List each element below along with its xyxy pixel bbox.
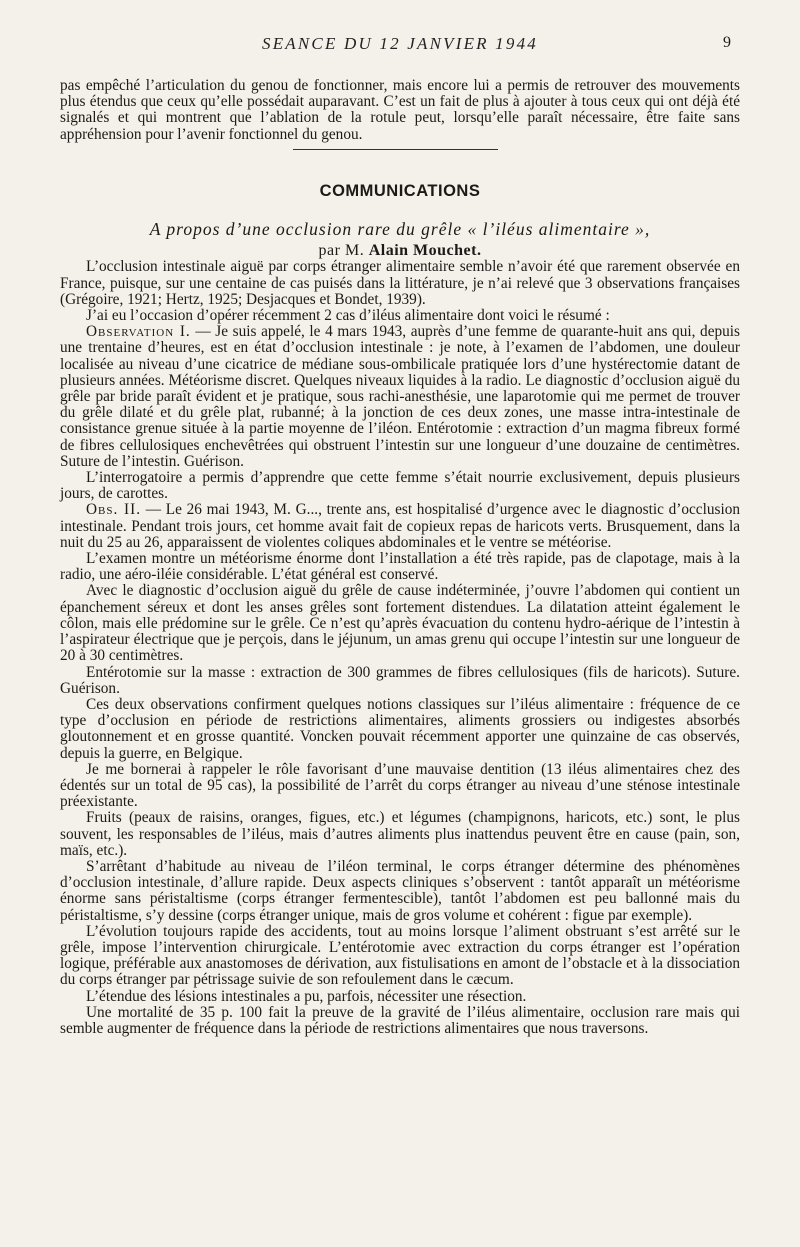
observation-1-text: — Je suis appelé, le 4 mars 1943, auprès d’une femme de quarante-huit ans qui, depuis une trentaine d’heures, est en état d’occlusion intestinale : je note, à l’examen de l’abdomen, une douleur localisée au niveau d’une cicatrice de médiane sous-ombilicale pratiquée lors d’une hystérectomie datant de plusieurs années. Météorisme discret. Quelques niveaux liquides à la radio. Le diagnostic d’occlusion aiguë du grêle par bride paraît évident et je pratique, sous rachi-anesthésie, une laparotomie qui me permet de trouver du grêle dilaté et du grêle plat, rubanné; à la jonction de ces deux zones, une masse intra-intestinale de consistance grenue située à la partie moyenne de l’iléon. Entérotomie : extraction d’un magma fibreux formé de fibres cellulosiques enchevêtrées qui obstruent l’intestin sur une longueur d’une douzaine de centimètres. Suture de l’intestin. Guérison. — [60, 323, 740, 470]
discussion-paragraph: Je me bornerai à rappeler le rôle favorisant d’une mauvaise dentition (13 iléus alimentaires chez des édentés sur un total de 95 cas), la possibilité de l’arrêt du corps étranger au niveau d’une sténose intestinale préexistante. — [60, 760, 740, 811]
page-number: 9 — [723, 34, 731, 51]
section-divider — [293, 149, 498, 150]
discussion-paragraph: Ces deux observations confirment quelques notions classiques sur l’iléus alimentaire : fréquence de ce type d’occlusion en période de restrictions alimentaires, aliments grossiers ou indigestes absorbés gloutonnement et en grosse quantité. Voncken pouvait récemment apporter une quinzaine de cas observés, depuis la guerre, en Belgique. — [60, 695, 740, 762]
observation-2-text: — Le 26 mai 1943, M. G..., trente ans, est hospitalisé d’urgence avec le diagnostic d’occlusion intestinale. Pendant trois jours, cet homme avait fait de copieux repas de haricots verts. Brusquement, dans la nuit du 25 au 26, apparaissent de violentes coliques abdominales et le ventre se météorise. — [60, 501, 740, 551]
running-head — [0, 34, 800, 58]
observation-2-exam: L’examen montre un météorisme énorme dont l’installation a été très rapide, pas de clapotage, mais à la radio, une aéro-iléie considérable. L’état général est conservé. — [60, 550, 740, 584]
discussion-paragraph: S’arrêtant d’habitude au niveau de l’iléon terminal, le corps étranger détermine des phénomènes d’occlusion intestinale, d’allure rapide. Deux aspects cliniques s’observent : tantôt apparaît un météorisme énorme sans péristaltisme (corps étranger fermentescible), tantôt l’abdomen est peu ballonné mais du péristaltisme, s’y dessine (corps étranger unique, mais de gros volume et cohérent : figue par exemple). — [60, 857, 740, 924]
discussion-paragraph: L’évolution toujours rapide des accidents, tout au moins lorsque l’aliment obstruant s’est arrêté sur le grêle, impose l’intervention chirurgicale. L’entérotomie avec extraction du corps étranger est l’opération logique, préférable aux anastomoses de dérivation, aux fistulisations en amont de l’obstacle et à la dissociation du corps étranger par pétrissage suivie de son refoulement dans le cæcum. — [60, 922, 740, 989]
article-title: A propos d’une occlusion rare du grêle « l’iléus alimentaire », — [149, 219, 651, 240]
conclusion-paragraph: Une mortalité de 35 p. 100 fait la preuve de la gravité de l’iléus alimentaire, occlusion rare mais qui semble augmenter de fréquence dans la période de restrictions alimentaires que nous traversons. — [60, 1003, 740, 1037]
discussion-paragraph: L’étendue des lésions intestinales a pu, parfois, nécessiter une résection. — [86, 987, 527, 1005]
byline — [60, 243, 740, 259]
article-body — [60, 78, 740, 1037]
observation-2-operation: Avec le diagnostic d’occlusion aiguë du grêle de cause indéterminée, j’ouvre l’abdomen qui contient un épanchement séreux et dont les anses grêles sont fortement distendues. La dilatation atteint également le côlon, mais elle prédomine sur le grêle. Ce n’est qu’après évacuation du contenu hydro-aérique de l’intestin à l’aspirateur électrique que je perçois, dans le jéjunum, un amas grenu qui occupe l’intestin sur une longueur de 20 à 30 centimètres. — [60, 582, 740, 665]
section-title: COMMUNICATIONS — [319, 181, 481, 200]
discussion-paragraph: Fruits (peaux de raisins, oranges, figues, etc.) et légumes (champignons, haricots, etc.) sont, le plus souvent, les responsables de l’iléus, mais d’autres aliments plus inattendus peuvent être en cause (pain, son, maïs, etc.). — [60, 809, 740, 859]
paragraph-cases: J’ai eu l’occasion d’opérer récemment 2 cas d’iléus alimentaire dont voici le résumé : — [86, 307, 610, 325]
paragraph-introduction: L’occlusion intestinale aiguë par corps étranger alimentaire semble n’avoir été que rarement observée en France, puisque, sur une centaine de cas puisés dans la littérature, je n’ai relevé que 3 observations françaises (Grégoire, 1921; Hertz, 1925; Desjacques et Bondet, 1939). — [60, 258, 740, 308]
observation-2-label: Obs. II. — [86, 501, 142, 519]
running-title: SEANCE DU 12 JANVIER 1944 — [262, 34, 538, 53]
byline-prefix: par M. — [318, 242, 365, 260]
observation-2 — [60, 502, 740, 551]
observation-1 — [60, 324, 740, 470]
observation-1-label: Observation I. — [86, 323, 191, 341]
observation-1-follow-up: L’interrogatoire a permis d’apprendre que cette femme s’était nourrie exclusivement, depuis plusieurs jours, de carottes. — [60, 469, 740, 503]
intro-paragraph: pas empêché l’articulation du genou de fonctionner, mais encore lui a permis de retrouver des mouvements plus étendus que ceux qu’elle possédait auparavant. C’est un fait de plus à ajouter à tous ceux qui ont déjà été signalés et qui montrent que l’ablation de la rotule peut, lorsqu’elle paraît nécessaire, être faite sans appréhension pour l’avenir fonctionnel du genou. — [60, 77, 740, 143]
author-name: Alain Mouchet. — [368, 242, 482, 260]
observation-2-outcome: Entérotomie sur la masse : extraction de 300 grammes de fibres cellulosiques (fils de haricots). Suture. Guérison. — [60, 663, 740, 697]
